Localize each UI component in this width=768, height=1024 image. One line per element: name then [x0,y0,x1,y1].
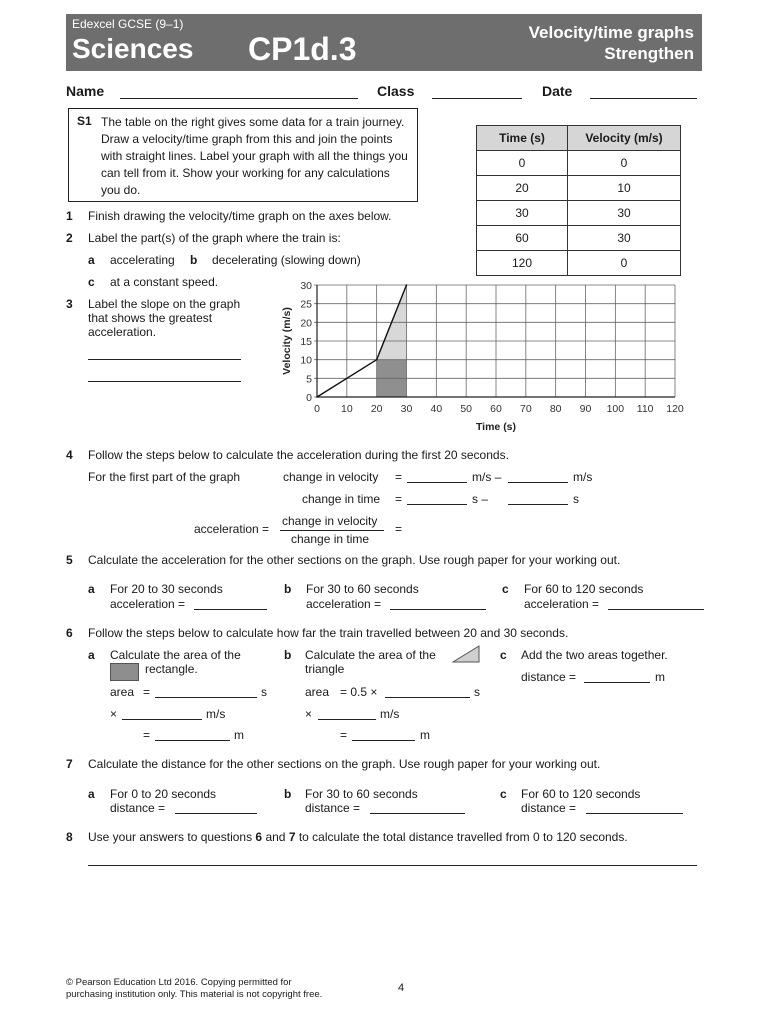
triangle-icon [452,645,480,663]
q5c-text: For 60 to 120 seconds [524,582,644,596]
unit: s – [472,492,489,506]
q7-number: 7 [66,757,73,771]
q8-ref: 6 [255,830,263,844]
x-axis-label: Time (s) [475,421,517,433]
q2-text: Label the part(s) of the graph where the train is: [88,231,341,245]
y-axis-label: Velocity (m/s) [281,307,293,375]
q7-text: Calculate the distance for the other sections on the graph. Use rough paper for your working out. [88,757,601,771]
q7b-text: For 30 to 60 seconds [305,787,418,801]
q7b-value-label: distance = [305,801,361,815]
y-tick-label: 15 [300,336,312,348]
area-label: area [110,685,135,699]
q6a-text: Calculate the area of the [110,648,241,662]
s1-line: with straight lines. Label your graph with all the things you [101,149,408,163]
name-label: Name [66,83,105,99]
class-label: Class [377,83,415,99]
equals: = [143,728,151,742]
col-time: Time (s) [477,126,568,151]
copyright-line: © Pearson Education Ltd 2016. Copying permitted for [66,977,292,988]
q2-number: 2 [66,231,73,245]
name-field[interactable] [120,98,358,99]
q2b-text: decelerating (slowing down) [212,253,361,267]
table-row [477,151,681,176]
fraction-numerator: change in velocity [282,514,378,528]
cell: 120 [477,251,568,276]
y-tick-label: 20 [300,317,312,330]
series-label: Edexcel GCSE (9–1) [72,17,184,31]
time-initial-input[interactable] [508,504,568,505]
q2b-label: b [190,253,198,267]
q6a-time-input[interactable] [155,697,257,698]
q7c-label: c [500,787,507,801]
q6a-text2: rectangle. [145,662,198,676]
acceleration-label: acceleration = [194,522,270,536]
q3-line: Label the slope on the graph [88,297,241,311]
q7a-label: a [88,787,95,801]
worksheet-level: Strengthen [604,44,694,63]
cell: 30 [568,226,681,251]
q5c-input[interactable] [608,609,704,610]
worksheet-code: CP1d.3 [248,31,357,67]
s1-line: you do. [101,183,141,197]
q8-text-part: Use your answers to questions [88,830,256,844]
class-field[interactable] [432,98,522,99]
data-point [376,359,378,361]
q7b-input[interactable] [370,813,465,814]
data-point [316,396,318,398]
table-row [477,226,681,251]
unit: m [420,728,430,742]
s1-box [68,108,418,202]
x-tick-label: 70 [519,403,532,415]
q7c-text: For 60 to 120 seconds [521,787,641,801]
data-point [406,284,408,286]
data-table [476,125,681,276]
copyright-line: purchasing institution only. This material is not copyright free. [66,989,323,1000]
x-tick-label: 30 [400,403,413,415]
q5b-label: b [284,582,292,596]
x-tick-label: 120 [666,403,684,415]
page-number: 4 [398,982,405,994]
cell: 60 [477,226,568,251]
fraction-bar [280,530,384,531]
q7a-text: For 0 to 20 seconds [110,787,217,801]
cell: 0 [568,251,681,276]
q5a-text: For 20 to 30 seconds [110,582,223,596]
q5b-value-label: acceleration = [306,597,382,611]
copyright [66,977,322,1001]
x-tick-label: 90 [579,403,592,415]
q6b-result-input[interactable] [352,740,415,741]
q3-line: that shows the greatest [88,311,213,325]
s1-line: The table on the right gives some data for a train journey. [101,115,405,129]
worksheet-title: Velocity/time graphs [528,23,694,42]
col-velocity: Velocity (m/s) [568,126,681,151]
x-tick-label: 110 [636,403,654,415]
half-times: = 0.5 × [340,685,378,699]
q6b-text2: triangle [305,662,345,676]
q8-ref: 7 [288,830,296,844]
q5c-label: c [502,582,509,596]
equals: = [340,728,348,742]
equals: = [395,522,403,536]
q5a-label: a [88,582,95,596]
cell: 0 [568,151,681,176]
q3-answer-line[interactable] [88,381,241,382]
q5a-input[interactable] [194,609,267,610]
cell: 20 [477,176,568,201]
unit: m [655,670,665,684]
q5a-value-label: acceleration = [110,597,186,611]
y-tick-label: 25 [300,298,312,311]
q2c-label: c [88,275,95,289]
q5-text: Calculate the acceleration for the other sections on the graph. Use rough paper for your working out. [88,553,621,567]
q1-text: Finish drawing the velocity/time graph on the axes below. [88,209,392,223]
x-tick-label: 0 [314,403,320,415]
s1-line: can tell from it. Show your working for any calculations [101,166,390,180]
q1-number: 1 [66,209,73,223]
date-field[interactable] [590,98,697,99]
q7a-input[interactable] [175,813,257,814]
q8-text [88,830,628,844]
q6b-text: Calculate the area of the [305,648,436,662]
q6b-label: b [284,648,292,662]
unit: m [234,728,244,742]
x-tick-label: 40 [430,403,443,415]
equals: = [395,470,403,484]
date-label: Date [542,83,573,99]
s1-line: Draw a velocity/time graph from this and join the points [101,132,393,146]
q4-change-velocity: change in velocity [283,470,379,484]
rectangle-icon [110,663,139,681]
q7c-input[interactable] [586,813,683,814]
q6a-label: a [88,648,95,662]
q6-text: Follow the steps below to calculate how far the train travelled between 20 and 30 seconds. [88,626,569,640]
q5b-input[interactable] [390,609,486,610]
unit: m/s [380,707,400,721]
unit: m/s – [472,470,502,484]
unit: m/s [573,470,593,484]
y-tick-label: 10 [300,354,312,367]
q7c-value-label: distance = [521,801,577,815]
q6a-result-input[interactable] [155,740,230,741]
velocity-final-input[interactable] [407,482,467,483]
x-tick-label: 100 [606,403,625,415]
q4-text: Follow the steps below to calculate the acceleration during the first 20 seconds. [88,448,509,462]
q3-text [88,297,240,339]
q6b-time-input[interactable] [385,697,470,698]
subject-title: Sciences [72,33,194,64]
velocity-time-graph [270,275,690,435]
unit: s [261,685,267,699]
y-tick-label: 30 [300,280,312,292]
time-final-input[interactable] [407,504,467,505]
y-tick-label: 5 [306,373,312,386]
q5c-value-label: acceleration = [524,597,600,611]
table-row [477,201,681,226]
q3-line: acceleration. [88,325,157,339]
q4-number: 4 [66,448,73,462]
q2c-text: at a constant speed. [110,275,219,289]
x-tick-label: 60 [490,403,502,415]
table-row [477,176,681,201]
q6c-text: Add the two areas together. [521,648,668,662]
q5b-text: For 30 to 60 seconds [306,582,419,596]
times: × [305,707,313,721]
q6a-velocity-input[interactable] [122,719,202,720]
cell: 10 [568,176,681,201]
fraction-denominator: change in time [291,532,370,546]
unit: s [474,685,480,699]
q6-number: 6 [66,626,73,640]
cell: 30 [477,201,568,226]
x-tick-label: 20 [370,403,383,415]
q5-number: 5 [66,553,73,567]
distance-label: distance = [521,670,577,684]
cell: 0 [477,151,568,176]
q8-answer-line[interactable] [88,865,697,866]
q4-intro: For the first part of the graph [88,470,241,484]
q6c-input[interactable] [584,682,650,683]
q3-answer-line[interactable] [88,359,241,360]
q8-number: 8 [66,830,73,844]
cell: 30 [568,201,681,226]
velocity-initial-input[interactable] [508,482,568,483]
y-tick-label: 0 [306,392,312,404]
q8-text-part: to calculate the total distance travelled from 0 to 120 seconds. [295,830,628,844]
area-label: area [305,685,330,699]
q3-number: 3 [66,297,73,311]
s1-text [101,114,408,199]
equals: = [143,685,151,699]
q6b-velocity-input[interactable] [318,719,376,720]
x-tick-label: 80 [549,403,562,415]
q2a-text: accelerating [110,253,175,267]
equals: = [395,492,403,506]
q4-change-time: change in time [302,492,381,506]
unit: m/s [206,707,226,721]
q7a-value-label: distance = [110,801,166,815]
q8-text-part: and [262,830,289,844]
q2a-label: a [88,253,95,267]
times: × [110,707,118,721]
x-tick-label: 10 [340,403,353,415]
unit: s [573,492,579,506]
table-row [477,251,681,276]
s1-label: S1 [77,114,92,128]
x-tick-label: 50 [460,403,473,415]
q7b-label: b [284,787,292,801]
header-banner [66,14,702,71]
q6c-label: c [500,648,507,662]
